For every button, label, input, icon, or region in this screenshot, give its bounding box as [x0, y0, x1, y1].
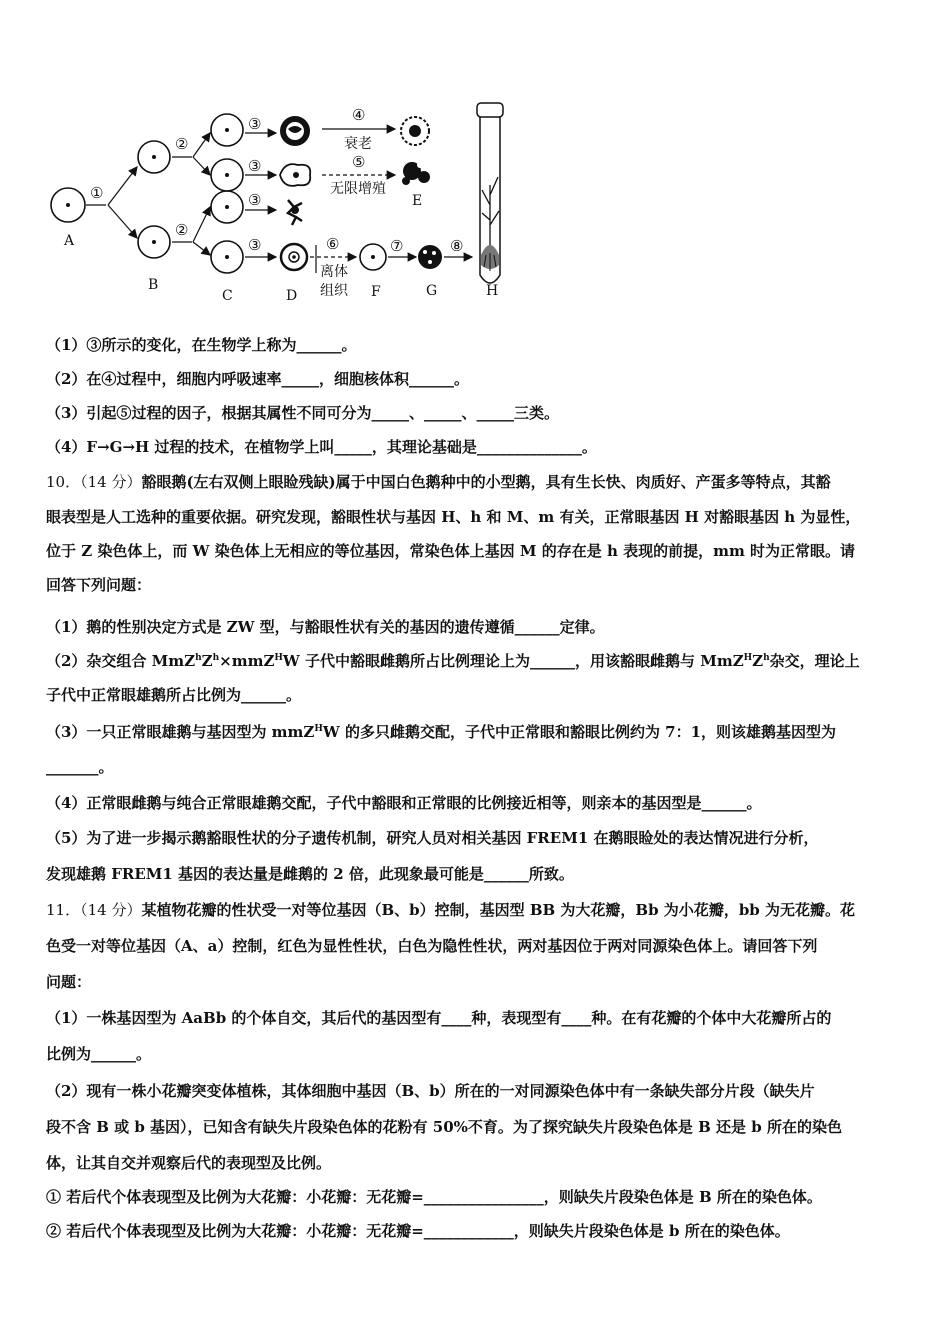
q11-case2: ② 若后代个体表现型及比例为大花瓣：小花瓣：无花瓣=____________，则缺失片段染色体是 b 所在的染色体。: [46, 1222, 790, 1240]
unlimited-label: 无限增殖: [330, 181, 386, 197]
cancer-cell-e: [402, 162, 430, 185]
cell-process-diagram: [40, 95, 540, 310]
label-b: B: [148, 277, 159, 293]
cell-c3: [211, 191, 243, 223]
q11-number: 11．（14 分）: [46, 901, 142, 919]
aging-label: 衰老: [344, 136, 372, 152]
q10-p2-z5: Z: [752, 652, 764, 670]
cell-c4: [211, 241, 243, 273]
q10-p2-z2: Z: [201, 652, 213, 670]
cell-d: [281, 244, 307, 270]
q10-intro-line1: [46, 474, 831, 491]
q10-p2-sup3: H: [274, 653, 283, 663]
q10-p2-sup1: h: [195, 653, 202, 663]
label-h: H: [486, 283, 499, 299]
detached-label-2: 组织: [320, 283, 348, 299]
label-c: C: [222, 288, 233, 304]
step5-label: ⑤: [352, 153, 366, 171]
callus-g: [418, 245, 442, 269]
step3-label-1: ③: [248, 115, 262, 133]
q10-intro-line3: 位于 Z 染色体上，而 W 染色体上无相应的等位基因，常染色体上基因 M 的存在是 h 表现的前提，mm 时为正常眼。请: [46, 542, 856, 560]
aging-cell: [401, 117, 429, 145]
q11-intro-line3: 问题：: [46, 973, 92, 991]
q11-intro-line2: 色受一对等位基因（A、a）控制，红色为显性性状，白色为隐性性状，两对基因位于两对同源染色体上。请回答下列: [46, 937, 818, 955]
q10-intro-line2: 眼表型是人工选种的重要依据。研究发现，豁眼性状与基因 H、h 和 M、m 有关，正常眼基因 H 对豁眼基因 h 为显性，: [46, 508, 861, 526]
step2-label-upper: ②: [175, 135, 189, 153]
q11-intro-line1: [46, 902, 855, 919]
differentiated-cell-2: [280, 164, 310, 186]
differentiated-cell-1: [280, 116, 310, 146]
label-e: E: [412, 193, 423, 209]
q10-p2-text-d: 杂交，理论上: [769, 652, 860, 670]
label-d: D: [286, 288, 298, 304]
label-a: A: [64, 233, 75, 249]
q10-part3-line1: [46, 724, 836, 741]
q9-part1: （1）③所示的变化，在生物学上称为______。: [46, 336, 357, 354]
step3-label-2: ③: [248, 157, 262, 175]
cell-f: [360, 244, 386, 270]
step2-label-lower: ②: [175, 221, 189, 239]
neuron-like-cell: [288, 200, 302, 225]
q10-number: 10．（14 分）: [46, 473, 142, 491]
step1-label: ①: [90, 184, 104, 202]
q9-part4: （4）F→G→H 过程的技术，在植物学上叫_____，其理论基础是______________。: [46, 438, 597, 456]
q10-p3-text-a: （3）一只正常眼雄鹅与基因型为 mmZ: [46, 723, 315, 741]
q10-part1: （1）鹅的性别决定方式是 ZW 型，与豁眼性状有关的基因的遗传遵循______定律。: [46, 618, 605, 636]
label-g: G: [426, 283, 438, 299]
step3-label-4: ③: [248, 236, 262, 254]
q10-part2-line1: [46, 653, 860, 670]
q11-part1-line1: （1）一株基因型为 AaBb 的个体自交，其后代的基因型有____种，表现型有____种。在有花瓣的个体中大花瓣所占的: [46, 1009, 832, 1027]
step8-label: ⑧: [450, 237, 464, 255]
q10-intro-text1: 豁眼鹅(左右双侧上眼睑残缺)属于中国白色鹅种中的小型鹅，具有生长快、肉质好、产蛋多等特点，其豁: [141, 473, 831, 491]
plantlet-test-tube-h: [477, 103, 503, 283]
q9-part2: （2）在④过程中，细胞内呼吸速率_____，细胞核体积______。: [46, 370, 469, 388]
step4-label: ④: [352, 106, 366, 124]
q10-p2-text-a: （2）杂交组合 MmZ: [46, 652, 196, 670]
detached-label-1: 离体: [320, 264, 348, 280]
q11-part2-line3: 体，让其自交并观察后代的表现型及比例。: [46, 1154, 332, 1172]
q10-part3-line2: _______。: [46, 758, 114, 776]
q10-intro-line4: 回答下列问题：: [46, 576, 152, 594]
q10-part2-line2: 子代中正常眼雄鹅所占比例为______。: [46, 686, 302, 704]
step6-label: ⑥: [326, 235, 340, 253]
cell-a: [51, 188, 85, 222]
cell-b: [138, 226, 170, 258]
q10-part4: （4）正常眼雌鹅与纯合正常眼雄鹅交配，子代中豁眼和正常眼的比例接近相等，则亲本的基因型是______。: [46, 794, 762, 812]
label-f: F: [371, 284, 381, 300]
q10-p3-text-b: W 的多只雌鹅交配，子代中正常眼和豁眼比例约为 7：1，则该雄鹅基因型为: [322, 723, 837, 741]
q10-p2-text-c: W 子代中豁眼雌鹅所占比例理论上为______，用该豁眼雌鹅与 MmZ: [282, 652, 744, 670]
q9-part3: （3）引起⑤过程的因子，根据其属性不同可分为_____、_____、_____三类。: [46, 404, 559, 422]
q10-p3-sup: H: [314, 724, 323, 734]
step3-label-3: ③: [248, 191, 262, 209]
q11-part2-line1: （2）现有一株小花瓣突变体植株，其体细胞中基因（B、b）所在的一对同源染色体中有一条缺失部分片段（缺失片: [46, 1082, 815, 1100]
q10-p2-text-b: ×mmZ: [219, 652, 275, 670]
cell-b-upper: [138, 141, 170, 173]
q10-part5-line1: （5）为了进一步揭示鹅豁眼性状的分子遗传机制，研究人员对相关基因 FREM1 在鹅眼睑处的表达情况进行分析，: [46, 829, 819, 847]
q11-intro-text1: 某植物花瓣的性状受一对等位基因（B、b）控制，基因型 BB 为大花瓣，Bb 为小花瓣，bb 为无花瓣。花: [141, 901, 856, 919]
cell-c2: [211, 159, 243, 191]
step7-label: ⑦: [390, 237, 404, 255]
q11-part1-line2: 比例为______。: [46, 1045, 152, 1063]
q10-part5-line2: 发现雄鹅 FREM1 基因的表达量是雌鹅的 2 倍，此现象最可能是______所致。: [46, 865, 574, 883]
q10-p2-sup4: H: [743, 653, 753, 663]
q11-case1: ① 若后代个体表现型及比例为大花瓣：小花瓣：无花瓣=________________，则缺失片段染色体是 B 所在的染色体。: [46, 1188, 822, 1206]
q10-p2-sup2: h: [212, 653, 220, 663]
cell-c1: [211, 114, 243, 146]
q11-part2-line2: 段不含 B 或 b 基因），已知含有缺失片段染色体的花粉有 50%不育。为了探究缺失片段染色体是 B 还是 b 所在的染色: [46, 1118, 842, 1136]
q10-p2-sup5: h: [763, 653, 770, 663]
